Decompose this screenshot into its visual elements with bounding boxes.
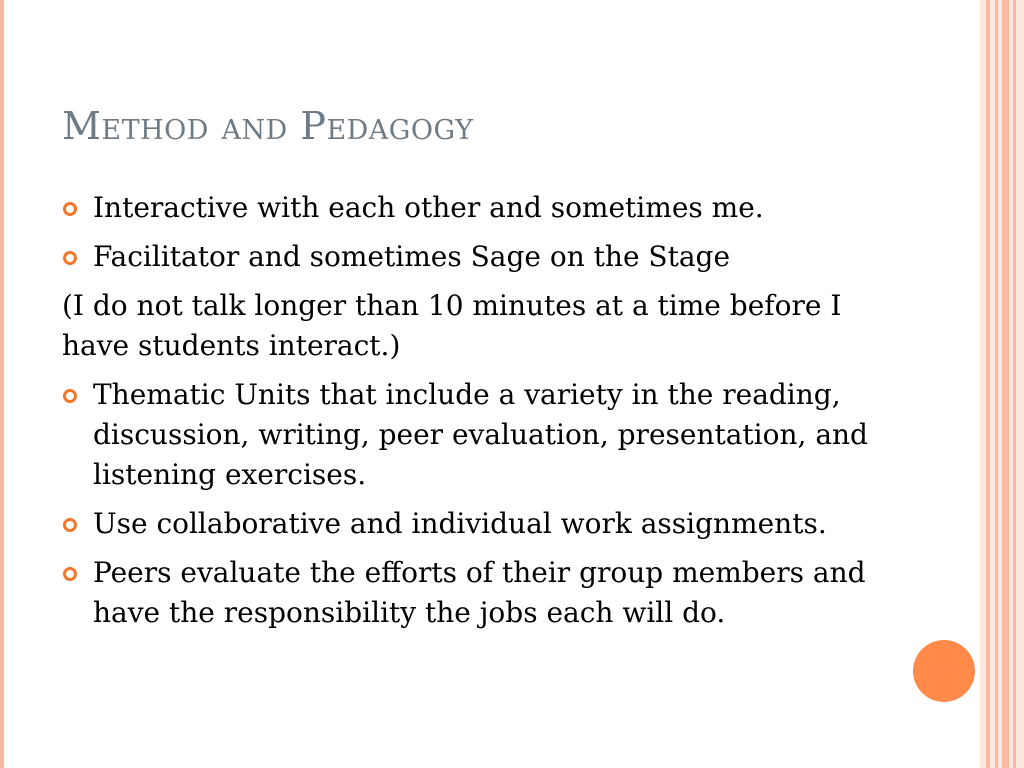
left-border-stripe — [0, 0, 4, 768]
right-border-band — [980, 0, 1024, 768]
bullet-icon — [63, 251, 77, 265]
bullet-icon — [63, 389, 77, 403]
slide-body — [62, 188, 892, 642]
bullet-text: Thematic Units that include a variety in the reading, discussion, writing, peer evaluation, presentation, and listening exercises. — [93, 378, 868, 491]
bullet-text: Use collaborative and individual work assignments. — [93, 507, 827, 540]
bullet-text: Facilitator and sometimes Sage on the Stage — [93, 240, 731, 273]
bullet-icon — [63, 567, 77, 581]
bullet-text: Interactive with each other and sometimes me. — [93, 191, 764, 224]
slide-title: Method and Pedagogy — [62, 104, 474, 148]
paragraph-text: (I do not talk longer than 10 minutes at a time before I have students interact.) — [62, 289, 842, 362]
right-border-stripe — [995, 0, 998, 768]
bullet-item — [62, 504, 892, 544]
bullet-icon — [63, 518, 77, 532]
bullet-text: Peers evaluate the efforts of their group members and have the responsibility the jobs each will do. — [93, 556, 866, 629]
bullet-icon — [63, 202, 77, 216]
bullet-item — [62, 237, 892, 277]
right-border-stripe — [1013, 0, 1016, 768]
decorative-circle-icon — [913, 640, 975, 702]
bullet-item — [62, 375, 892, 495]
right-border-stripe — [1002, 0, 1009, 768]
bullet-item — [62, 188, 892, 228]
right-border-stripe — [986, 0, 990, 768]
bullet-item — [62, 553, 892, 633]
plain-paragraph — [62, 286, 892, 366]
